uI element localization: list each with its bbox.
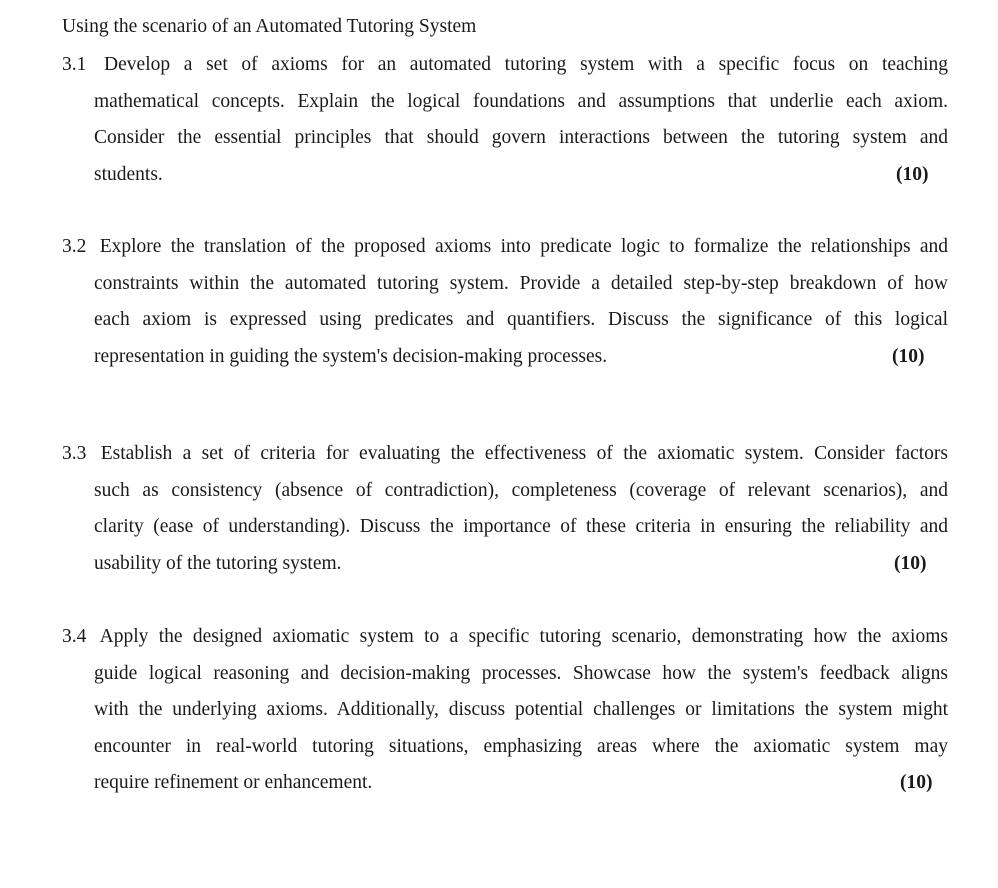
question-text: usability of the tutoring system. <box>94 552 342 574</box>
question-line <box>62 551 948 588</box>
question-line: Consider the essential principles that should govern interactions between the tutoring system and <box>94 127 948 148</box>
marks-label: (10) <box>900 772 933 793</box>
question-text: Establish a set of criteria for evaluating the effectiveness of the axiomatic system. Consider factors <box>100 443 948 464</box>
question-number: 3.3 <box>62 443 87 464</box>
question-line <box>62 344 948 381</box>
question-line <box>62 234 948 271</box>
question-number: 3.2 <box>62 236 87 257</box>
question-3-1 <box>62 52 948 198</box>
question-number: 3.4 <box>62 626 87 647</box>
marks-label: (10) <box>894 552 927 574</box>
question-text: Develop a set of axioms for an automated tutoring system with a specific focus on teaching <box>104 54 949 75</box>
question-text: Apply the designed axiomatic system to a specific tutoring scenario, demonstrating how the axioms <box>99 626 948 647</box>
question-line: each axiom is expressed using predicates and quantifiers. Discuss the significance of this logical <box>94 309 948 330</box>
question-line <box>62 162 948 199</box>
question-line <box>62 52 948 89</box>
question-text: Explore the translation of the proposed axioms into predicate logic to formalize the relationships and <box>99 236 948 257</box>
question-number: 3.1 <box>62 54 87 75</box>
question-line: mathematical concepts. Explain the logical foundations and assumptions that underlie each axiom. <box>94 90 948 112</box>
question-line: constraints within the automated tutoring system. Provide a detailed step-by-step breakdown of how <box>94 272 948 294</box>
question-line: guide logical reasoning and decision-making processes. Showcase how the system's feedback aligns <box>94 662 948 684</box>
question-text: representation in guiding the system's decision-making processes. <box>94 345 608 367</box>
question-line <box>62 441 948 478</box>
question-3-3 <box>62 441 948 587</box>
question-line <box>62 770 948 807</box>
page-heading: Using the scenario of an Automated Tutoring System <box>62 16 477 37</box>
question-line: with the underlying axioms. Additionally, discuss potential challenges or limitations the system might <box>94 699 948 720</box>
marks-label: (10) <box>896 163 929 185</box>
question-line <box>62 624 948 661</box>
question-text: require refinement or enhancement. <box>94 772 373 793</box>
question-line: clarity (ease of understanding). Discuss the importance of these criteria in ensuring the reliability and <box>94 516 948 537</box>
question-3-4 <box>62 624 948 807</box>
question-text: students. <box>94 163 163 185</box>
question-line: such as consistency (absence of contradiction), completeness (coverage of relevant scenarios), and <box>94 479 948 501</box>
question-line: encounter in real-world tutoring situations, emphasizing areas where the axiomatic system may <box>94 735 948 757</box>
marks-label: (10) <box>892 345 925 367</box>
question-3-2 <box>62 234 948 380</box>
